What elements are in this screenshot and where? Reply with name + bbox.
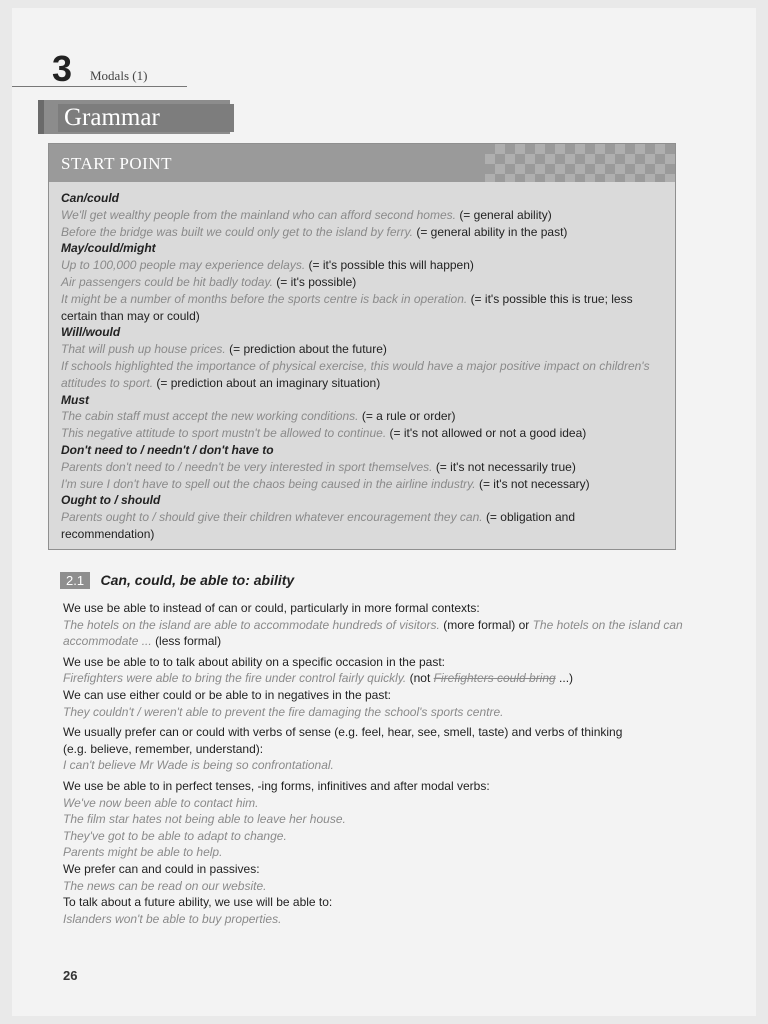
example-gloss: (= it's not necessarily true) bbox=[435, 459, 576, 474]
section-2-1-content bbox=[63, 600, 683, 927]
example-gloss: (= prediction about the future) bbox=[229, 342, 387, 357]
example-sentence: Before the bridge was built we could only get to the island by ferry. bbox=[61, 224, 413, 239]
grammar-example bbox=[63, 878, 683, 895]
grammar-rule bbox=[63, 741, 683, 758]
section-2-1-heading bbox=[60, 572, 660, 590]
grammar-banner-accent bbox=[38, 100, 44, 134]
example-gloss: (= obligation and recommendation) bbox=[61, 510, 576, 541]
example-sentence: Parents might be able to help. bbox=[63, 845, 223, 860]
example-sentence: It might be a number of months before the sports centre is back in operation. bbox=[61, 291, 468, 306]
grammar-example bbox=[63, 670, 683, 687]
example-sentence: The film star hates not being able to leave her house. bbox=[63, 812, 346, 827]
unit-title: Modals (1) bbox=[90, 68, 148, 83]
grammar-rule bbox=[63, 654, 683, 671]
example-sentence: We've now been able to contact him. bbox=[63, 795, 259, 810]
start-point-subheading bbox=[61, 492, 665, 509]
grammar-rule bbox=[63, 687, 683, 704]
start-point-example bbox=[61, 459, 665, 476]
grammar-example bbox=[63, 828, 683, 845]
grammar-example bbox=[63, 704, 683, 721]
start-point-example bbox=[61, 291, 665, 325]
example-gloss: (= general ability) bbox=[459, 207, 552, 222]
start-point-subheading bbox=[61, 324, 665, 341]
grammar-example bbox=[63, 911, 683, 928]
grammar-example bbox=[63, 617, 683, 650]
subheading-text: May/could/might bbox=[61, 241, 156, 256]
example-gloss: (= it's not allowed or not a good idea) bbox=[389, 426, 587, 441]
rule-text: We use be able to to talk about ability on a specific occasion in the past: bbox=[63, 654, 446, 669]
example-sentence: I can't believe Mr Wade is being so confrontational. bbox=[63, 758, 334, 773]
example-gloss: (more formal) or bbox=[443, 617, 530, 632]
grammar-rule bbox=[63, 778, 683, 795]
example-sentence: The hotels on the island can accommodate ... bbox=[63, 617, 683, 649]
example-sentence: Up to 100,000 people may experience delays. bbox=[61, 258, 306, 273]
example-sentence: That will push up house prices. bbox=[61, 342, 226, 357]
subheading-text: Must bbox=[61, 392, 89, 407]
example-sentence: We'll get wealthy people from the mainland who can afford second homes. bbox=[61, 207, 456, 222]
example-gloss: (not bbox=[409, 671, 431, 686]
start-point-example bbox=[61, 257, 665, 274]
start-point-example bbox=[61, 224, 665, 241]
section-heading: Grammar bbox=[58, 104, 234, 132]
grammar-example bbox=[63, 795, 683, 812]
section-number-badge: 2.1 bbox=[60, 572, 90, 589]
start-point-example bbox=[61, 274, 665, 291]
grammar-rule bbox=[63, 600, 683, 617]
start-point-subheading bbox=[61, 240, 665, 257]
start-point-example bbox=[61, 509, 665, 543]
start-point-example bbox=[61, 425, 665, 442]
rule-text: We prefer can and could in passives: bbox=[63, 861, 260, 876]
example-gloss: (= a rule or order) bbox=[361, 409, 456, 424]
start-point-title: START POINT bbox=[61, 154, 172, 173]
grammar-rule bbox=[63, 894, 683, 911]
subheading-text: Ought to / should bbox=[61, 493, 161, 508]
start-point-example bbox=[61, 207, 665, 224]
start-point-body bbox=[61, 190, 665, 543]
start-point-example bbox=[61, 358, 665, 392]
rule-text: To talk about a future ability, we use will be able to: bbox=[63, 895, 333, 910]
example-sentence: I'm sure I don't have to spell out the chaos being caused in the airline industry. bbox=[61, 476, 476, 491]
example-gloss: (= prediction about an imaginary situation) bbox=[156, 375, 381, 390]
rule-text: (e.g. believe, remember, understand): bbox=[63, 741, 264, 756]
example-gloss: ...) bbox=[559, 671, 574, 686]
subheading-text: Can/could bbox=[61, 191, 120, 205]
example-gloss: (= it's possible this will happen) bbox=[308, 258, 474, 273]
example-sentence: The news can be read on our website. bbox=[63, 878, 267, 893]
start-point-subheading bbox=[61, 442, 665, 459]
start-point-example bbox=[61, 408, 665, 425]
start-point-header bbox=[49, 144, 675, 182]
start-point-example bbox=[61, 341, 665, 358]
example-sentence: Firefighters were able to bring the fire under control fairly quickly. bbox=[63, 671, 407, 686]
start-point-subheading bbox=[61, 190, 665, 207]
example-sentence: Air passengers could be hit badly today. bbox=[61, 274, 273, 289]
start-point-example bbox=[61, 476, 665, 493]
header-rule bbox=[12, 86, 187, 87]
section-title: Can, could, be able to: ability bbox=[100, 572, 295, 588]
rule-text: We usually prefer can or could with verbs of sense (e.g. feel, hear, see, smell, taste) and verbs of thinking bbox=[63, 725, 623, 740]
grammar-rule bbox=[63, 724, 683, 741]
example-gloss: (= it's possible) bbox=[276, 274, 357, 289]
unit-number: 3 bbox=[52, 48, 73, 89]
example-gloss: (less formal) bbox=[155, 634, 222, 649]
example-sentence: Islanders won't be able to buy properties. bbox=[63, 911, 282, 926]
example-gloss: (= it's possible this is true; less certain than may or could) bbox=[61, 291, 633, 323]
example-sentence: Parents ought to / should give their children whatever encouragement they can. bbox=[61, 510, 483, 525]
rule-text: We use be able to instead of can or could, particularly in more formal contexts: bbox=[63, 601, 480, 615]
rule-text: We use be able to in perfect tenses, -ing forms, infinitives and after modal verbs: bbox=[63, 778, 490, 793]
example-sentence: The hotels on the island are able to accommodate hundreds of visitors. bbox=[63, 617, 440, 632]
example-sentence: The cabin staff must accept the new working conditions. bbox=[61, 409, 359, 424]
start-point-box bbox=[48, 143, 676, 550]
grammar-example bbox=[63, 844, 683, 861]
page-number: 26 bbox=[63, 968, 78, 983]
subheading-text: Will/would bbox=[61, 325, 121, 340]
example-gloss: (= general ability in the past) bbox=[416, 224, 568, 239]
subheading-text: Don't need to / needn't / don't have to bbox=[61, 442, 274, 457]
checker-pattern bbox=[485, 144, 675, 182]
grammar-example bbox=[63, 757, 683, 774]
rule-text: We can use either could or be able to in negatives in the past: bbox=[63, 687, 391, 702]
example-sentence: They've got to be able to adapt to change. bbox=[63, 828, 287, 843]
example-gloss: (= it's not necessary) bbox=[478, 476, 590, 491]
example-sentence: This negative attitude to sport mustn't be allowed to continue. bbox=[61, 426, 387, 441]
example-sentence: They couldn't / weren't able to prevent the fire damaging the school's sports centre. bbox=[63, 704, 504, 719]
grammar-example bbox=[63, 811, 683, 828]
example-sentence: If schools highlighted the importance of physical exercise, this would have a major positive impact on children's attitudes to sport. bbox=[61, 358, 650, 390]
grammar-rule bbox=[63, 861, 683, 878]
start-point-subheading bbox=[61, 392, 665, 409]
example-sentence: Parents don't need to / needn't be very interested in sport themselves. bbox=[61, 459, 433, 474]
struck-example: Firefighters could bring bbox=[433, 671, 556, 686]
page bbox=[12, 8, 756, 1016]
